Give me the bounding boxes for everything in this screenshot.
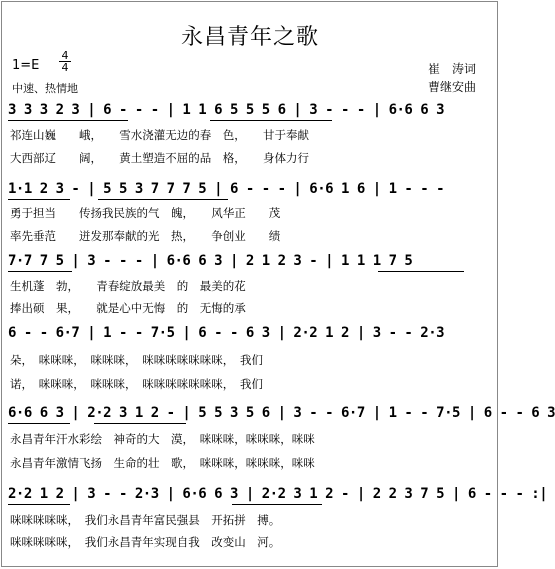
lyric-verse-1: 祁连山巍 峨， 雪水浇灌无边的春 色， 甘于奉献 <box>10 128 309 142</box>
lyric-verse-1: 勇于担当 传扬我民族的气 魄， 风华正 茂 <box>10 206 281 220</box>
beam-line <box>8 423 70 424</box>
composer-credit: 曹继安曲 <box>427 80 476 94</box>
lyric-verse-2: 大西部辽 阔， 黄土塑造不屈的品 格， 身体力行 <box>10 151 309 165</box>
notation-line: 2·2 1 2 | 3 - - 2·3 | 6·6 6 3 | 2·2 3 1 2 - | 2 2 3 7 5 | 6 - - - :| <box>8 486 548 502</box>
lyricist-credit: 崔 涛词 <box>427 62 476 76</box>
notation-line: 1·1 2 3 - | 5 5 3 7 7 7 5 | 6 - - - | 6·6 1 6 | 1 - - - <box>8 181 445 197</box>
notation-line: 7·7 7 5 | 3 - - - | 6·6 6 3 | 2 1 2 3 - | 1 1 1 7 5 <box>8 253 413 269</box>
song-title: 永昌青年之歌 <box>180 25 319 50</box>
lyric-verse-2: 永昌青年激情飞扬 生命的壮 歌， 咪咪咪，咪咪咪，咪咪 <box>10 456 315 470</box>
notation-line: 6 - - 6·7 | 1 - - 7·5 | 6 - - 6 3 | 2·2 1 2 | 3 - - 2·3 <box>8 325 445 341</box>
beam-line <box>8 504 70 505</box>
meter-top: 4 <box>61 49 69 62</box>
beam-line <box>210 120 332 121</box>
lyric-verse-2: 诺， 咪咪咪， 咪咪咪， 咪咪咪咪咪咪咪， 我们 <box>10 377 263 391</box>
time-signature <box>58 50 72 73</box>
beam-line <box>94 423 186 424</box>
lyric-verse-2: 率先垂范 迸发那奉献的光 热， 争创业 绩 <box>10 229 281 243</box>
beam-line <box>98 199 228 200</box>
beam-line <box>8 120 128 121</box>
key-signature: 1=E <box>12 58 40 73</box>
lyric-verse-1: 永昌青年汗水彩绘 神奇的大 漠， 咪咪咪，咪咪咪，咪咪 <box>10 432 315 446</box>
beam-line <box>378 271 464 272</box>
lyric-verse-1: 朵， 咪咪咪， 咪咪咪， 咪咪咪咪咪咪咪， 我们 <box>10 353 263 367</box>
beam-line <box>8 199 70 200</box>
lyric-verse-1: 生机蓬 勃， 青春绽放最美 的 最美的花 <box>10 279 246 293</box>
notation-line: 3 3 3 2 3 | 6 - - - | 1 1 6 5 5 5 6 | 3 - - - | 6·6 6 3 <box>8 102 445 118</box>
lyric-verse-2: 捧出硕 果， 就是心中无悔 的 无悔的承 <box>10 301 246 315</box>
lyric-verse-1: 咪咪咪咪咪， 我们永昌青年富民强县 开拓拼 搏。 <box>10 513 281 527</box>
notation-line: 6·6 6 3 | 2·2 3 1 2 - | 5 5 3 5 6 | 3 - - 6·7 | 1 - - 7·5 | 6 - - 6 3 <box>8 405 555 421</box>
lyric-verse-2: 咪咪咪咪咪， 我们永昌青年实现自我 改变山 河。 <box>10 535 281 549</box>
tempo-marking: 中速、热情地 <box>12 82 78 95</box>
meter-bottom: 4 <box>61 61 69 74</box>
beam-line <box>232 504 322 505</box>
beam-line <box>8 271 72 272</box>
